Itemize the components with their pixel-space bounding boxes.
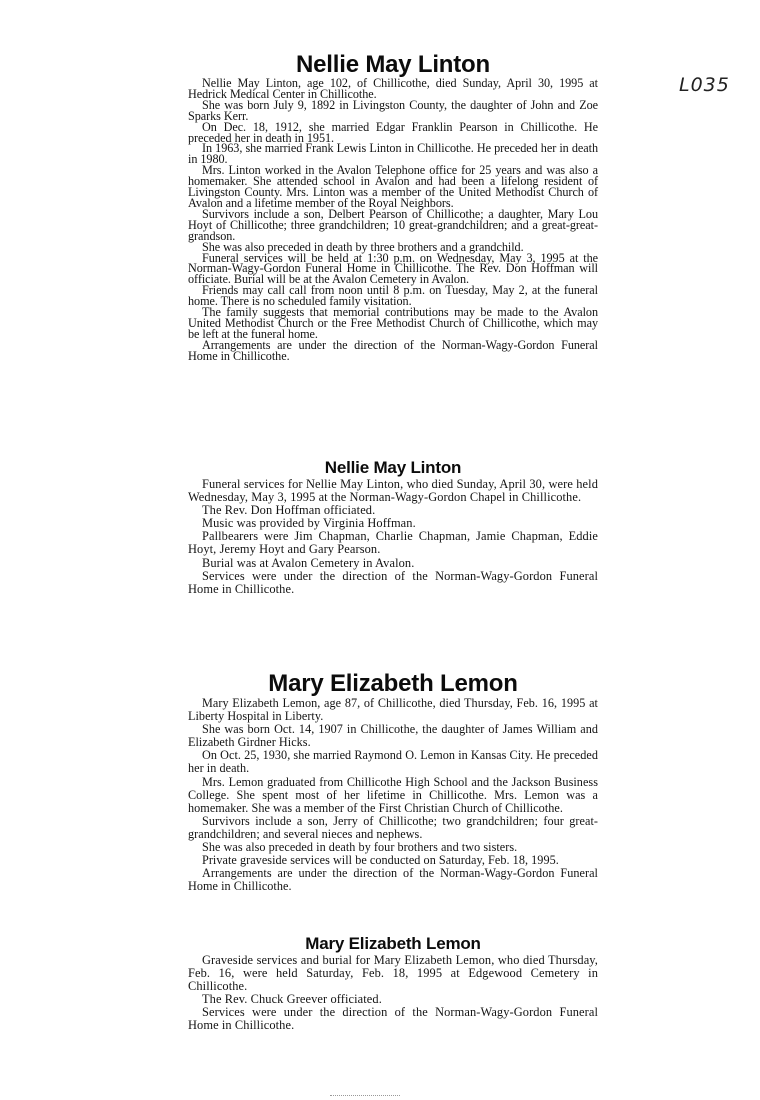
page-label: L035 (679, 74, 730, 96)
paragraph: The Rev. Chuck Greever officiated. (202, 992, 382, 1007)
paragraph: On Dec. 18, 1912, she married Edgar Franklin Pearson in Chillicothe. He preceded her in death in 1951. (188, 119, 598, 145)
obituary-title: Nellie May Linton (324, 458, 462, 477)
paragraph: She was born July 9, 1892 in Livingston County, the daughter of John and Zoe Sparks Kerr. (188, 97, 598, 123)
funeral-notice-nellie-may-linton (188, 458, 598, 596)
obituary-body (188, 478, 598, 596)
paragraph: Survivors include a son, Jerry of Chillicothe; two grandchildren; four great-grandchildren; and several nieces and nephews. (188, 813, 598, 841)
paragraph: She was born Oct. 14, 1907 in Chillicothe, the daughter of James William and Elizabeth Girdner Hicks. (188, 722, 598, 750)
obituary-title: Mary Elizabeth Lemon (268, 670, 518, 697)
paragraph: Private graveside services will be conducted on Saturday, Feb. 18, 1995. (202, 853, 559, 868)
paragraph: Funeral services for Nellie May Linton, who died Sunday, April 30, were held Wednesday, May 3, 1995 at the Norman-Wagy-Gordon Chapel in Chillicothe. (188, 477, 598, 505)
paragraph: Services were under the direction of the Norman-Wagy-Gordon Funeral Home in Chillicothe. (188, 568, 598, 596)
scan-artifact-divider (330, 1095, 400, 1097)
paragraph: Mrs. Lemon graduated from Chillicothe High School and the Jackson Business College. She spent most of her lifetime in Chillicothe. Mrs. Lemon was a homemaker. She was a member of the First Christian Church of Chillicothe. (188, 774, 598, 815)
paragraph: Arrangements are under the direction of the Norman-Wagy-Gordon Funeral Home in Chillicothe. (188, 337, 598, 363)
obituary-body (188, 78, 598, 362)
paragraph: Survivors include a son, Delbert Pearson of Chillicothe; a daughter, Mary Lou Hoyt of Chillicothe; three grandchildren; 10 great-grandchildren; and a great-great-grandson. (188, 206, 598, 243)
obituary-body (188, 697, 598, 893)
obituary-nellie-may-linton (188, 52, 598, 362)
graveside-notice-mary-elizabeth-lemon (188, 934, 598, 1033)
paragraph: Funeral services will be held at 1:30 p.m. on Wednesday, May 3, 1995 at the Norman-Wagy-Gordon Funeral Home in Chillicothe. The Rev. Don Hoffman will officiate. Burial will be at the Avalon Cemetery in Avalon. (188, 250, 598, 287)
paragraph: The Rev. Don Hoffman officiated. (202, 503, 376, 518)
paragraph: The family suggests that memorial contributions may be made to the Avalon United Methodist Church or the Free Methodist Church of Chillicothe, which may be left at the funeral home. (188, 305, 598, 341)
obituary-title: Mary Elizabeth Lemon (305, 934, 481, 953)
paragraph: Burial was at Avalon Cemetery in Avalon. (202, 555, 415, 570)
obituary-title: Nellie May Linton (296, 51, 490, 78)
paragraph: Friends may call call from noon until 8 p.m. on Tuesday, May 2, at the funeral home. There is no scheduled family visitation. (188, 283, 598, 309)
paragraph: Graveside services and burial for Mary Elizabeth Lemon, who died Thursday, Feb. 16, were held Saturday, Feb. 18, 1995 at Edgewood Cemetery in Chillicothe. (188, 953, 598, 994)
paragraph: Mrs. Linton worked in the Avalon Telephone office for 25 years and was also a homemaker. She attended school in Avalon and had been a lifelong resident of Livingston County. Mrs. Linton was a member of the United Methodist Church of Avalon and a lifetime member of the Royal Neighbors. (188, 163, 598, 210)
paragraph: On Oct. 25, 1930, she married Raymond O. Lemon in Kansas City. He preceded her in death. (188, 748, 598, 776)
paragraph: Arrangements are under the direction of the Norman-Wagy-Gordon Funeral Home in Chillicothe. (188, 866, 598, 894)
paragraph: Music was provided by Virginia Hoffman. (202, 516, 416, 531)
paragraph: Services were under the direction of the Norman-Wagy-Gordon Funeral Home in Chillicothe. (188, 1005, 598, 1033)
paragraph: She was also preceded in death by four brothers and two sisters. (202, 840, 518, 855)
paragraph: Mary Elizabeth Lemon, age 87, of Chillicothe, died Thursday, Feb. 16, 1995 at Liberty Hospital in Liberty. (188, 696, 598, 724)
paragraph: Pallbearers were Jim Chapman, Charlie Chapman, Jamie Chapman, Eddie Hoyt, Jeremy Hoyt and Gary Pearson. (188, 529, 598, 557)
obituary-mary-elizabeth-lemon (188, 671, 598, 893)
paragraph: She was also preceded in death by three brothers and a grandchild. (202, 239, 524, 254)
paragraph: In 1963, she married Frank Lewis Linton in Chillicothe. He preceded her in death in 1980. (188, 141, 598, 167)
paragraph: Nellie May Linton, age 102, of Chillicothe, died Sunday, April 30, 1995 at Hedrick Medical Center in Chillicothe. (188, 76, 598, 101)
obituary-body (188, 954, 598, 1033)
